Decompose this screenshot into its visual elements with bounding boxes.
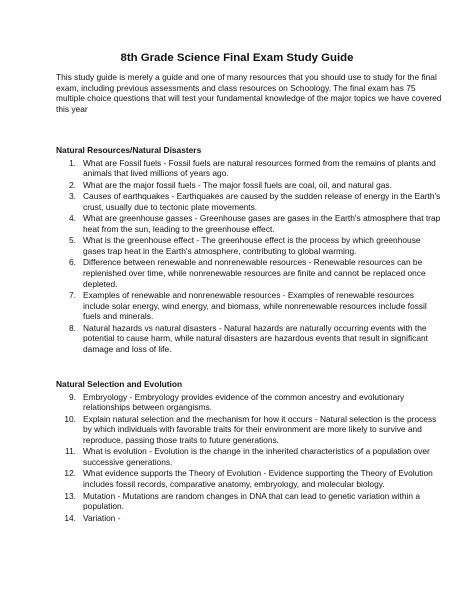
section-heading: Natural Selection and Evolution [56,379,183,389]
item-text: What are greenhouse gasses - Greenhouse gases are gases in the Earth's atmosphere that trap heat from the sun, leading to the greenhouse effect. [83,213,441,234]
list-item [56,513,442,524]
item-text: Difference between renewable and nonrenewable resources - Renewable resources can be replenished over time, while nonrenewable resources are finite and cannot be replaced once depleted. [83,257,426,289]
item-text: What evidence supports the Theory of Evolution - Evidence supporting the Theory of Evolution includes fossil records, comparative anatomy, embryology, and molecular biology. [83,468,433,490]
item-number: 7. [69,290,76,301]
question-list [56,392,442,524]
section-natural-resources [56,145,442,355]
list-item [56,446,442,467]
item-text: Embryology - Embryology provides evidence of the common ancestry and evolutionary relationships between organgisms. [83,391,405,413]
item-text: Causes of earthquakes - Earthquakes are caused by the sudden release of energy in the Earth's crust, usually due to tectonic plate movements. [83,191,441,212]
list-item [56,323,442,355]
item-number: 4. [69,213,76,224]
section-heading: Natural Resources/Natural Disasters [56,145,202,155]
list-item [56,235,442,256]
item-number: 8. [69,322,76,333]
list-item [56,191,442,212]
item-text: What is evolution - Evolution is the change in the inherited characteristics of a population over successive generations. [83,446,430,467]
list-item [56,290,442,322]
item-text: Examples of renewable and nonrenewable resources - Examples of renewable resources include solar energy, wind energy, and biomass, while nonrenewable resources include fossil fuels and minerals. [83,290,427,322]
item-number: 5. [69,235,76,246]
item-text: What are Fossil fuels - Fossil fuels are natural resources formed from the remains of plants and animals that lived millions of years ago. [83,157,436,179]
item-number: 6. [69,257,76,268]
item-text: Natural hazards vs natural disasters - Natural hazards are naturally occurring events with the potential to cause harm, while natural disasters are hazardous events that result in significant damage and loss of life. [83,322,428,354]
item-number: 9. [69,391,76,402]
item-number: 11. [64,446,76,457]
item-number: 10. [64,413,76,424]
item-number: 13. [64,490,76,501]
intro-paragraph: This study guide is merely a guide and one of many resources that you should use to study for the final exam, including previous assessments and class resources on Schoology. The final exam has 75 multiple choice questions that will test your fundamental knowledge of the major topics we have covered this year [56,72,442,114]
list-item [56,180,442,191]
list-item [56,158,442,179]
list-item [56,392,442,413]
list-item [56,257,442,289]
question-list [56,158,442,355]
list-item [56,414,442,446]
item-number: 12. [64,468,76,479]
item-text: Mutation - Mutations are random changes in DNA that can lead to genetic variation within a population. [83,490,421,512]
item-number: 1. [69,157,76,168]
item-text: What is the greenhouse effect - The greenhouse effect is the process by which greenhouse gases trap heat in the Earth's atmosphere, contributing to global warming. [83,235,421,256]
item-text: What are the major fossil fuels - The major fossil fuels are coal, oil, and natural gas. [83,179,392,190]
list-item [56,468,442,489]
item-number: 3. [69,191,76,202]
list-item [56,491,442,512]
item-text: Variation - [83,512,121,523]
list-item [56,213,442,234]
document-title: 8th Grade Science Final Exam Study Guide [120,52,354,64]
item-text: Explain natural selection and the mechanism for how it occurs - Natural selection is the process by which individuals with favorable traits for their environment are more likely to survive and reproduce, passing those traits to future generations. [83,413,437,445]
item-number: 2. [69,179,76,190]
item-number: 14. [64,512,76,523]
section-natural-selection [56,379,442,524]
